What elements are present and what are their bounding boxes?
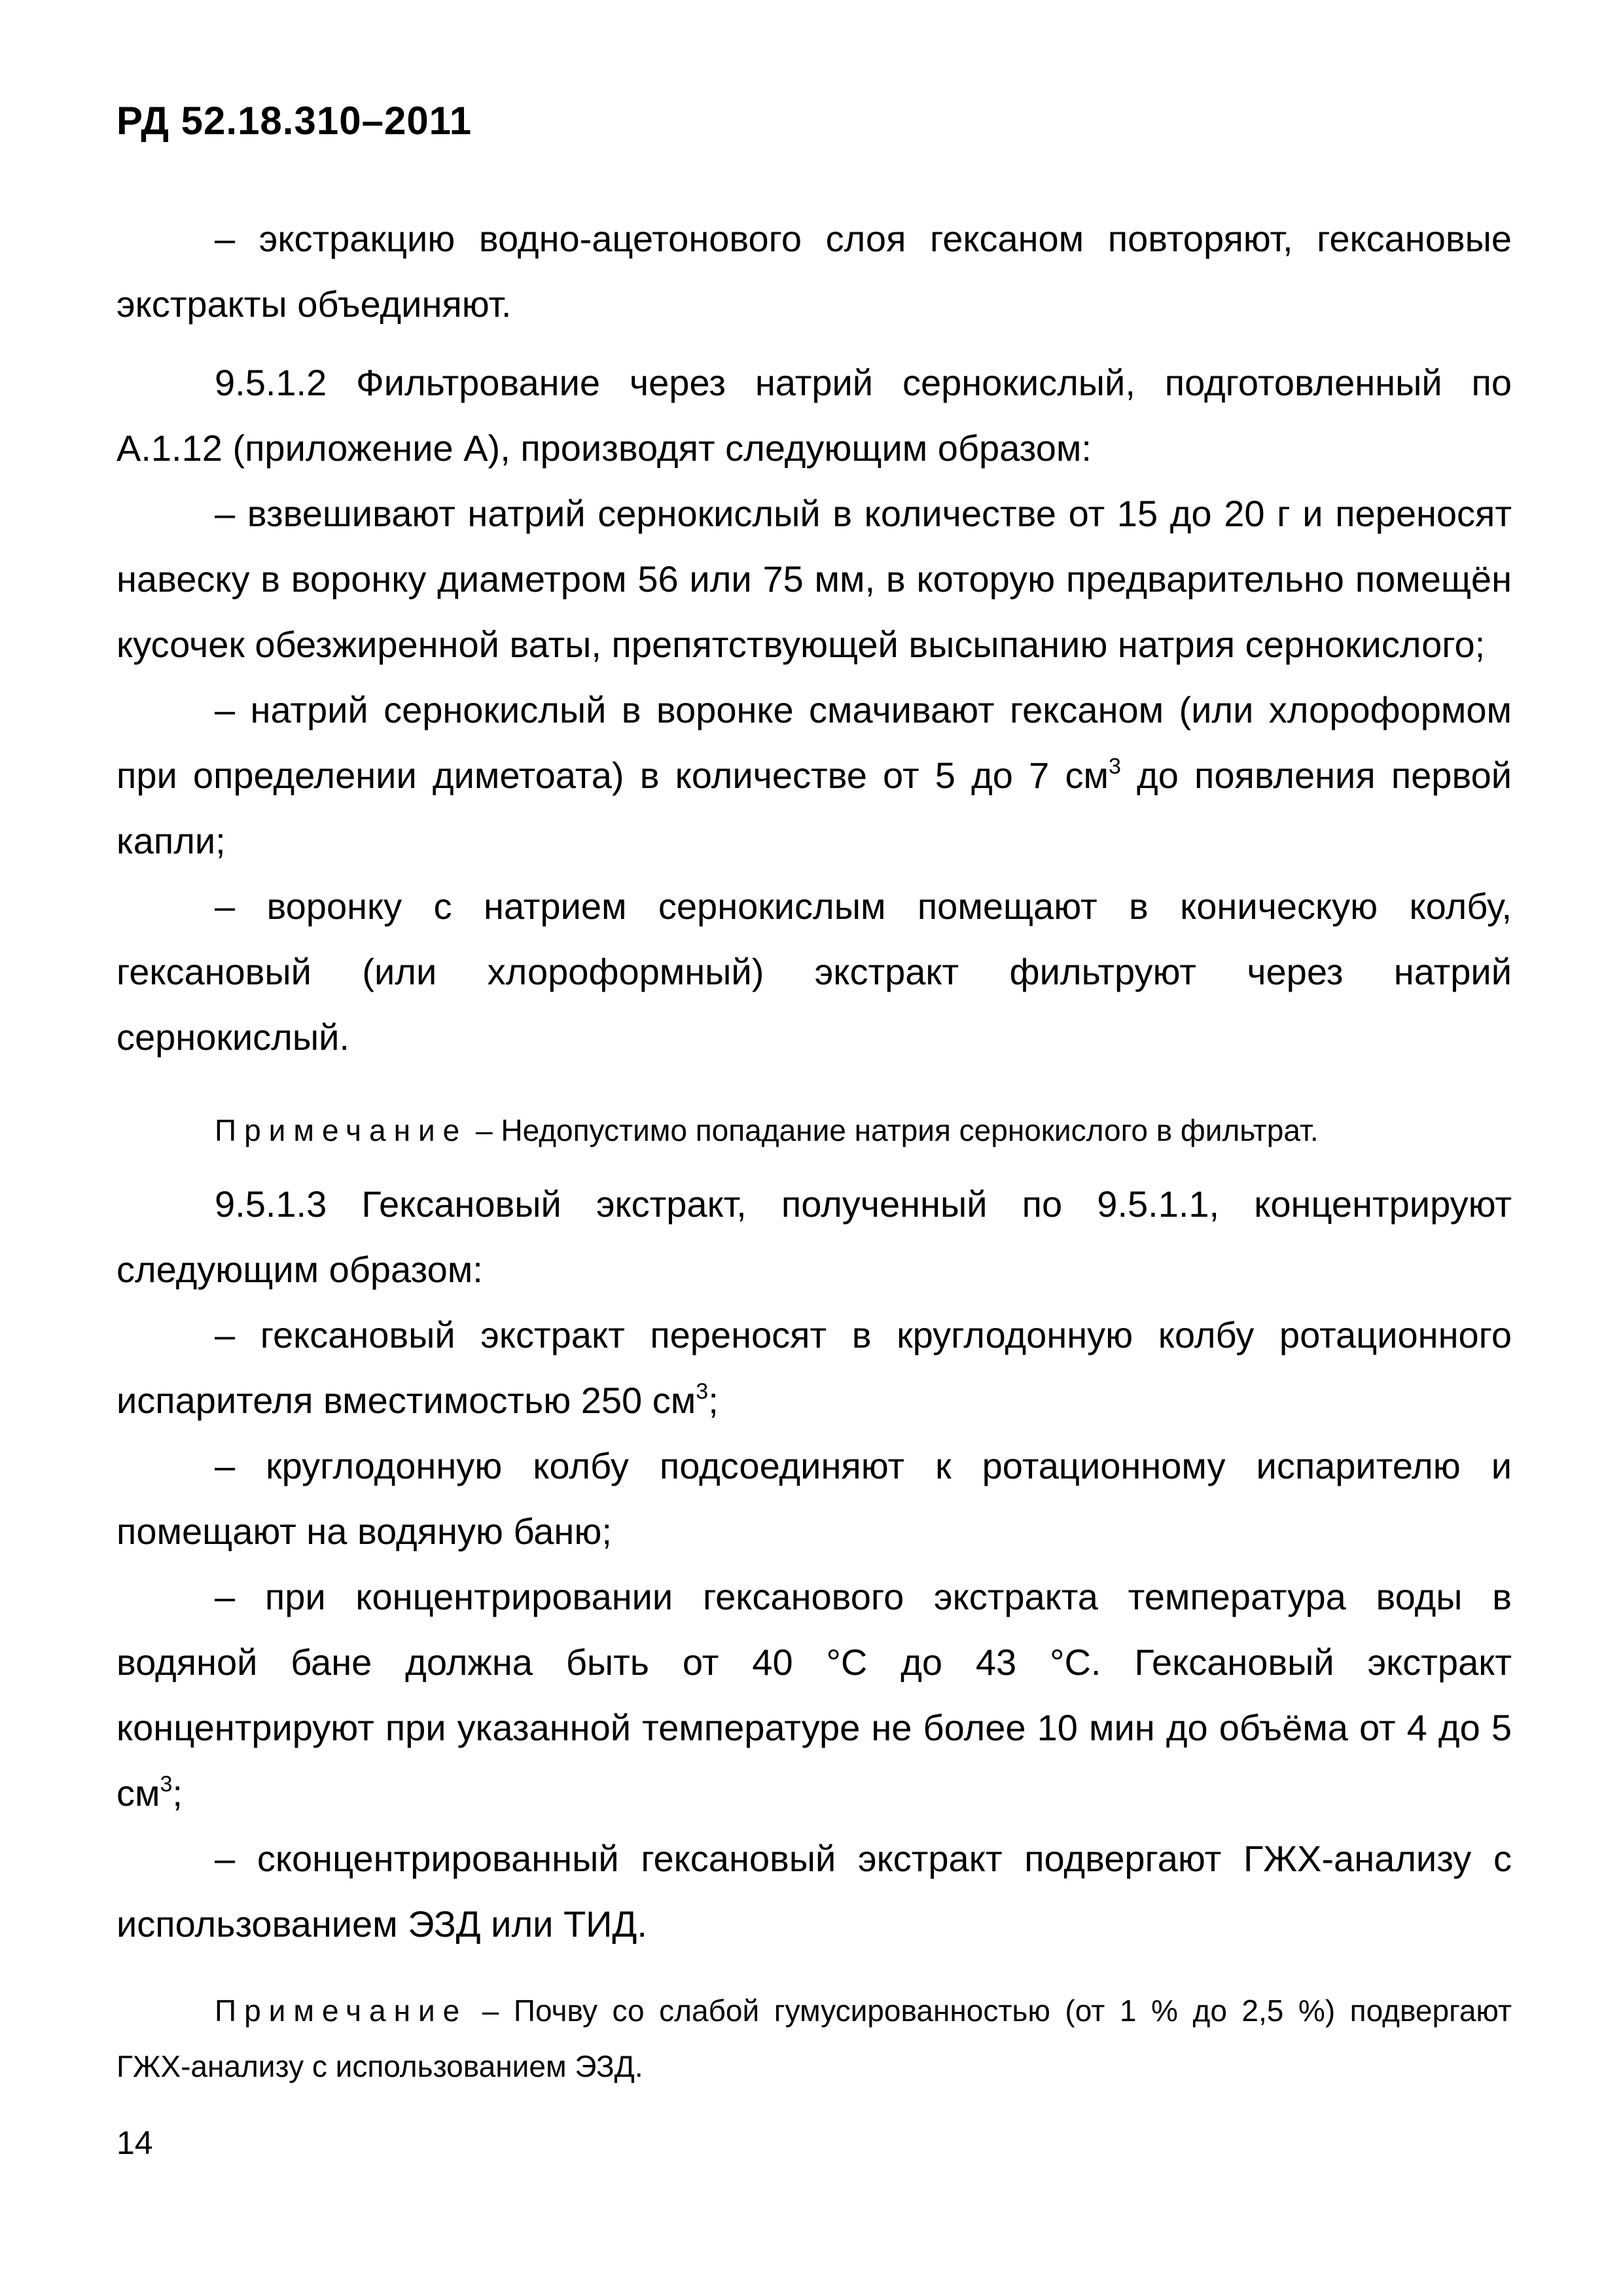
paragraph-funnel: – воронку с натрием сернокислым помещают в коническую колбу, гексановый (или хлороформный) экстракт фильтруют через натрий сернокислый. bbox=[116, 886, 1512, 1058]
paragraph-9-5-1-3: 9.5.1.3 Гексановый экстракт, полученный по 9.5.1.1, концентрируют следующим образом: bbox=[116, 1183, 1512, 1290]
paragraph-text: – гексановый экстракт переносят в круглодонную колбу ротационного испарителя вместимостью 250 см bbox=[116, 1314, 1512, 1421]
paragraph-weighing: – взвешивают натрий сернокислый в количестве от 15 до 20 г и переносят навеску в воронку диаметром 56 или 75 мм, в которую предварительно помещён кусочек обезжиренной ваты, препятствующей высыпанию натрия сернокислого; bbox=[116, 493, 1512, 665]
paragraph-connect: – круглодонную колбу подсоединяют к ротационному испарителю и помещают на водяную баню; bbox=[116, 1445, 1512, 1552]
paragraph-text: – натрий сернокислый в воронке смачивают гексаном (или хлороформом при определении диметоата) в количестве от 5 до 7 см bbox=[116, 689, 1512, 796]
note-label: Примечание bbox=[215, 1113, 468, 1147]
note-label: Примечание bbox=[215, 1994, 468, 2028]
paragraph-text: ; bbox=[172, 1772, 183, 1814]
superscript: 3 bbox=[696, 1379, 709, 1404]
paragraph-transfer bbox=[116, 1302, 1512, 1433]
page-content bbox=[116, 206, 1512, 2094]
document-code: РД 52.18.310–2011 bbox=[116, 99, 473, 143]
note-text: – Недопустимо попадание натрия сернокислого в фильтрат. bbox=[467, 1113, 1319, 1147]
superscript: 3 bbox=[1108, 754, 1121, 779]
paragraph-gc-analysis: – сконцентрированный гексановый экстракт подвергают ГЖХ-анализу с использованием ЭЗД или ТИД. bbox=[116, 1838, 1512, 1945]
superscript: 3 bbox=[160, 1772, 173, 1797]
note-text: – Почву со слабой гумусированностью (от 1 % до 2,5 %) подвергают ГЖХ-анализу с использованием ЭЗД. bbox=[116, 1994, 1512, 2083]
paragraph-concentrating bbox=[116, 1564, 1512, 1826]
paragraph-9-5-1-2: 9.5.1.2 Фильтрование через натрий сернокислый, подготовленный по А.1.12 (приложение А), производят следующим образом: bbox=[116, 362, 1512, 469]
paragraph-text: ; bbox=[708, 1380, 719, 1421]
page-number: 14 bbox=[116, 2125, 153, 2161]
paragraph-extraction-repeat: – экстракцию водно-ацетонового слоя гексаном повторяют, гексановые экстракты объединяют. bbox=[116, 218, 1512, 325]
note-filtrate bbox=[116, 1103, 1512, 1158]
paragraph-wetting bbox=[116, 677, 1512, 874]
note-soil bbox=[116, 1983, 1512, 2094]
paragraph-text: – при концентрировании гексанового экстракта температура воды в водяной бане должна быть от 40 °С до 43 °С. Гексановый экстракт концентрируют при указанной температуре не более 10 мин до объёма от 4 до 5 см bbox=[116, 1576, 1512, 1814]
paragraph-text: до появления первой капли; bbox=[116, 755, 1512, 861]
